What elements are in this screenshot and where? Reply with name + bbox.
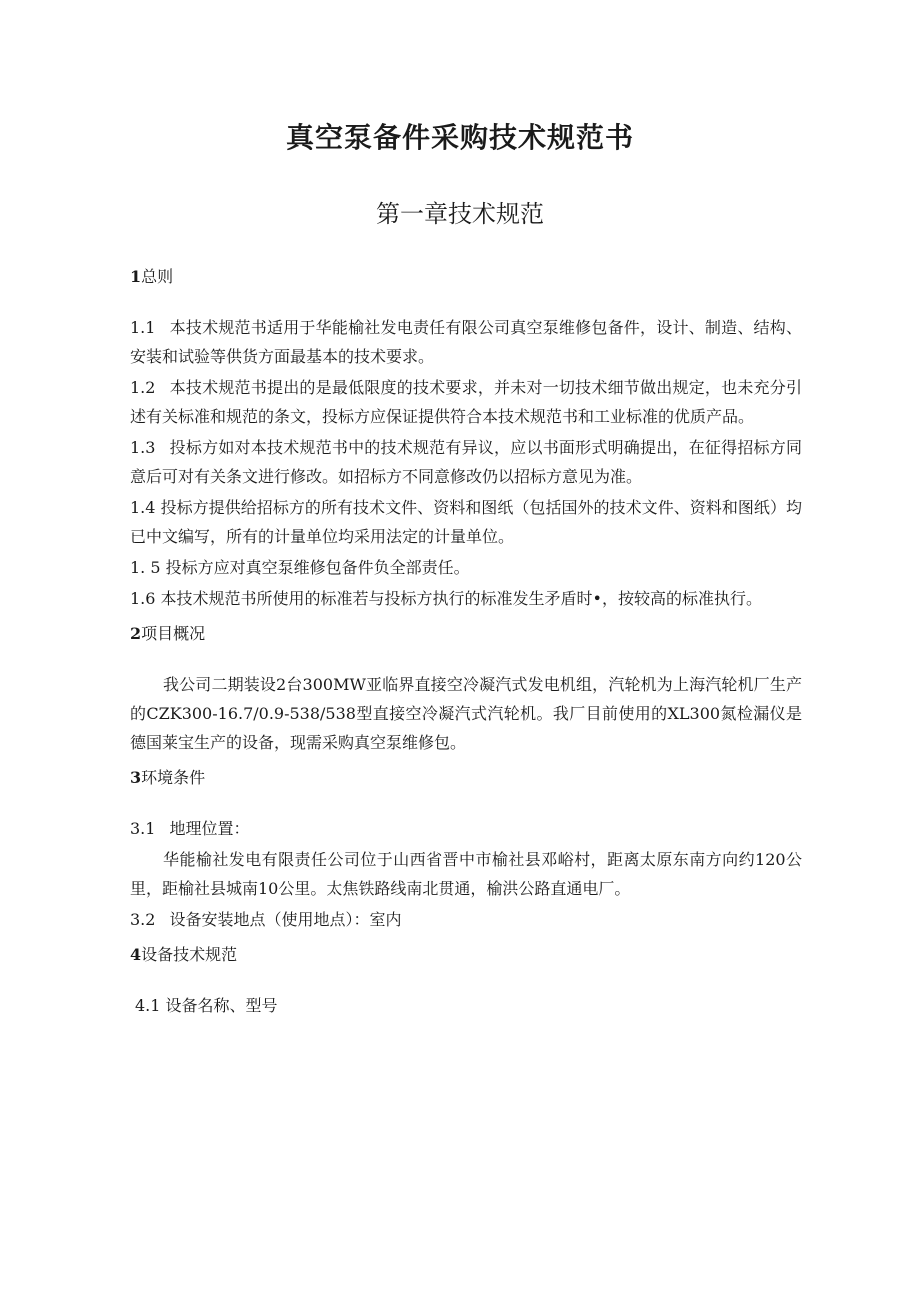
project-overview-paragraph: 我公司二期装设2台300MW亚临界直接空冷凝汽式发电机组，汽轮机为上海汽轮机厂生产的CZK300-16.7/0.9-538/538型直接空冷凝汽式汽轮机。我厂目前使用的XL300氮检漏仪是德国莱宝生产的设备，现需采购真空泵维修包。 — [130, 675, 802, 752]
chapter-title: 第一章技术规范 — [376, 200, 544, 228]
clause-text: 设备安装地点（使用地点）：室内 — [169, 910, 402, 929]
clause-1-5 — [130, 553, 802, 582]
clause-number: 1.2 — [130, 378, 156, 397]
document-body — [130, 262, 802, 1020]
clause-1-6 — [130, 584, 802, 613]
section-heading-2: 2项目概况 — [130, 624, 206, 643]
clause-number: 3.2 — [130, 910, 156, 929]
clause-1-1 — [130, 313, 802, 371]
clause-text: 地理位置： — [169, 819, 250, 838]
clause-3-1 — [130, 814, 802, 843]
document-title: 真空泵备件采购技术规范书 — [285, 121, 634, 154]
section-heading-3: 3环境条件 — [130, 768, 206, 787]
clause-4-1 — [130, 991, 802, 1020]
clause-number: 1.4 — [130, 498, 156, 517]
clause-number: 1.6 — [130, 589, 156, 608]
clause-3-2 — [130, 905, 802, 934]
clause-1-3 — [130, 433, 802, 491]
clause-1-2 — [130, 373, 802, 431]
section-heading-1: 1总则 — [130, 267, 174, 286]
clause-number: 1. — [130, 558, 146, 577]
clause-text: 5 投标方应对真空泵维修包备件负全部责任。 — [150, 558, 470, 577]
clause-number: 1.1 — [130, 318, 156, 337]
clause-text: 设备名称、型号 — [165, 996, 278, 1015]
clause-text: 本技术规范书所使用的标准若与投标方执行的标准发生矛盾时•，按较高的标准执行。 — [160, 589, 762, 608]
clause-number: 4.1 — [135, 996, 161, 1015]
clause-text: 投标方提供给招标方的所有技术文件、资料和图纸（包括国外的技术文件、资料和图纸）均已中文编写，所有的计量单位均采用法定的计量单位。 — [130, 498, 802, 546]
section-heading-4: 4设备技术规范 — [130, 945, 238, 964]
clause-number: 3.1 — [130, 819, 156, 838]
clause-1-4 — [130, 493, 802, 551]
location-paragraph: 华能榆社发电有限责任公司位于山西省晋中市榆社县邓峪村，距离太原东南方向约120公里，距榆社县城南10公里。太焦铁路线南北贯通，榆洪公路直通电厂。 — [130, 850, 802, 898]
clause-number: 1.3 — [130, 438, 156, 457]
clause-text: 本技术规范书适用于华能榆社发电责任有限公司真空泵维修包备件，设计、制造、结构、安装和试验等供货方面最基本的技术要求。 — [130, 318, 802, 366]
clause-text: 本技术规范书提出的是最低限度的技术要求，并未对一切技术细节做出规定，也未充分引述有关标准和规范的条文，投标方应保证提供符合本技术规范书和工业标准的优质产品。 — [130, 378, 802, 426]
clause-text: 投标方如对本技术规范书中的技术规范有异议，应以书面形式明确提出，在征得招标方同意后可对有关条文进行修改。如招标方不同意修改仍以招标方意见为准。 — [130, 438, 802, 486]
